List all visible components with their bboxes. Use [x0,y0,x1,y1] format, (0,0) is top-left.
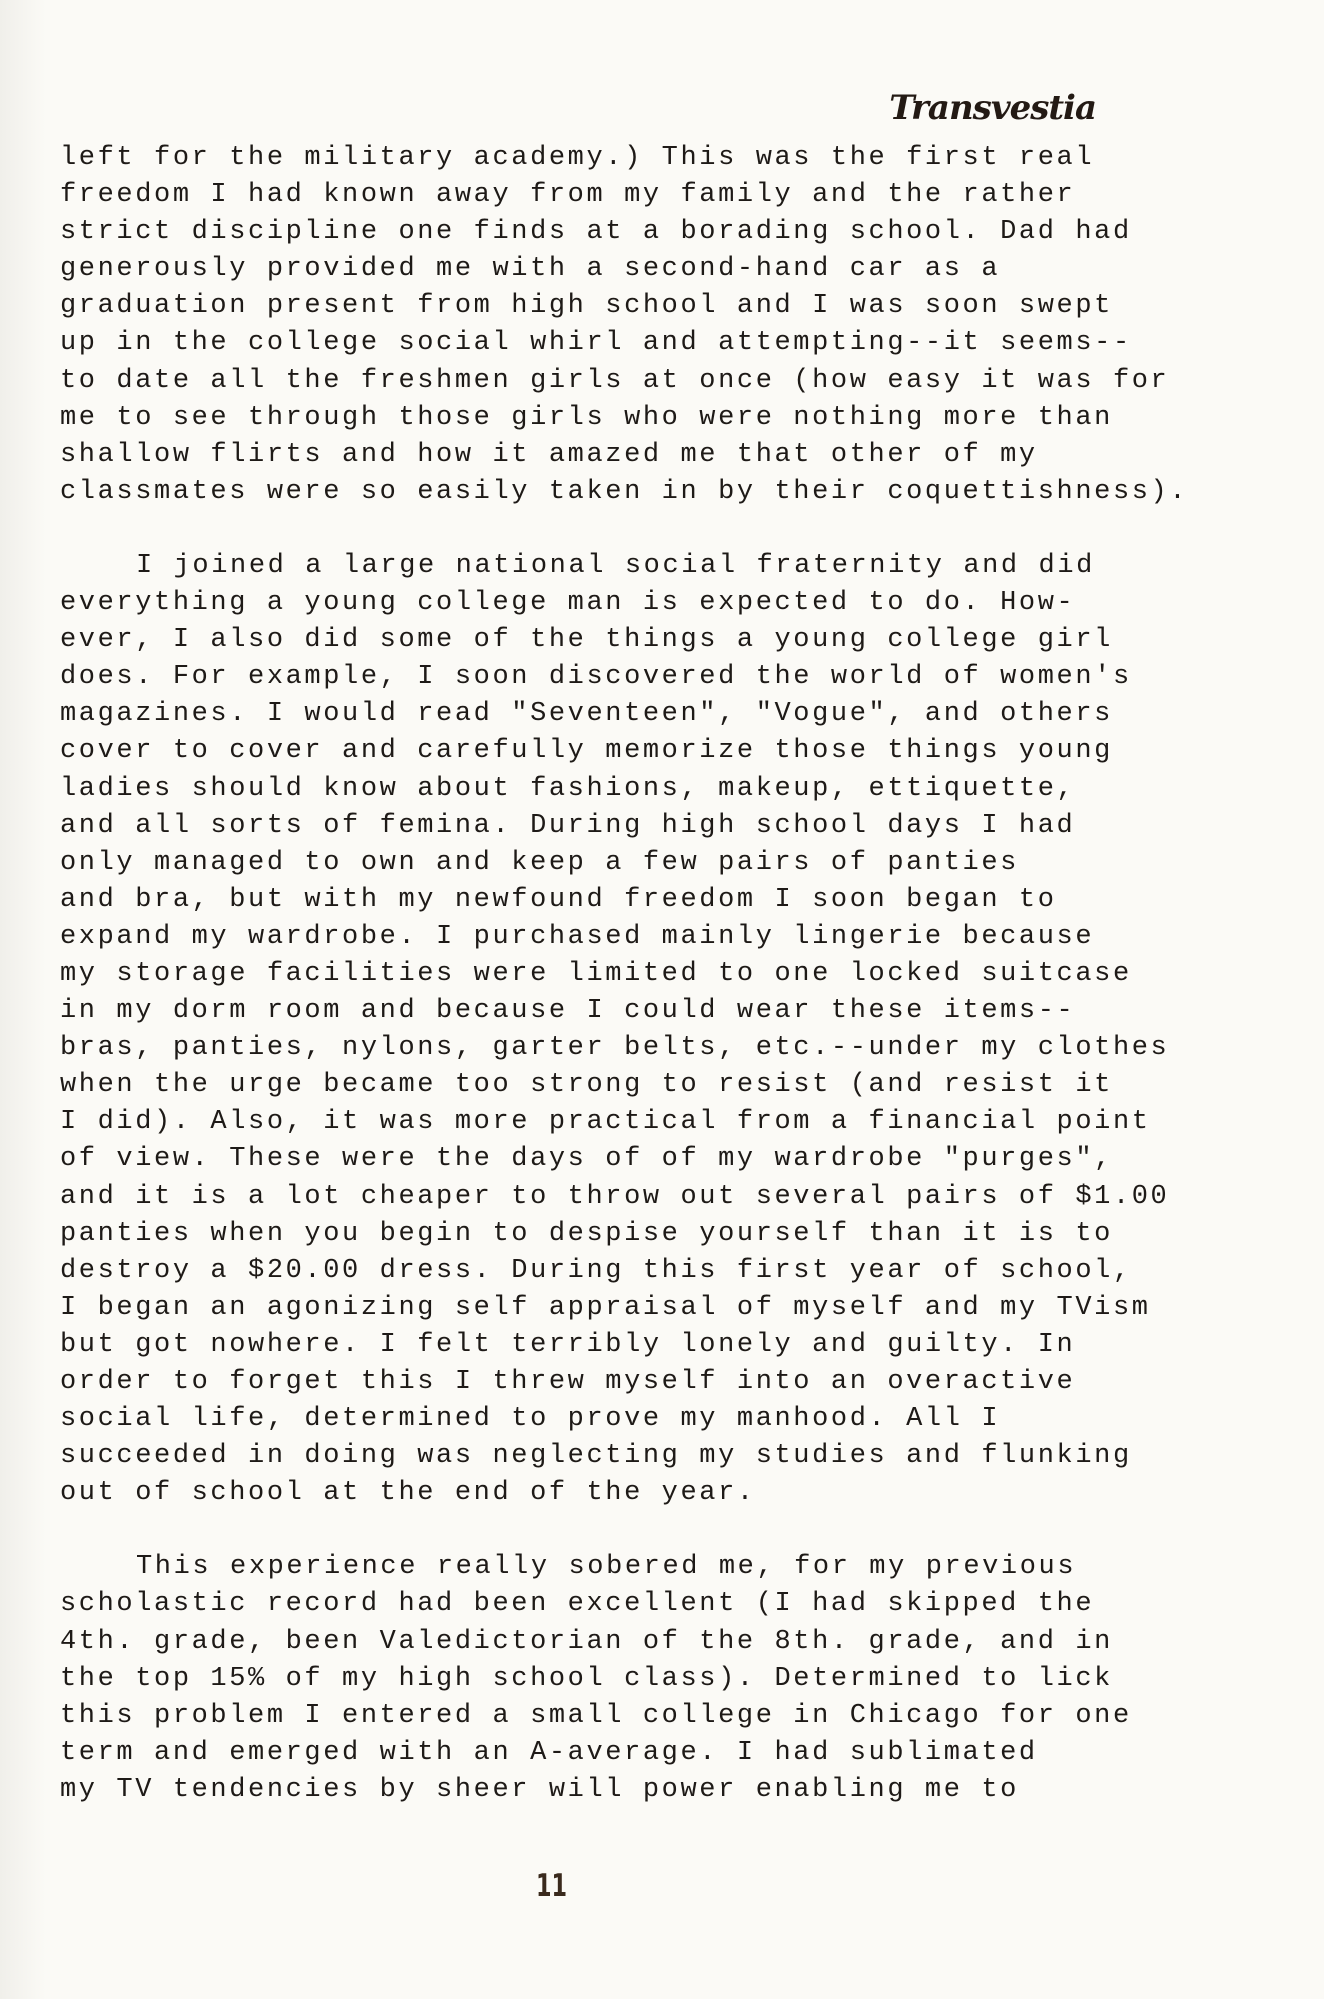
paragraph-1 [60,140,1200,511]
text-line: to date all the freshmen girls at once (how easy it was for [60,365,1170,396]
text-line: term and emerged with an A-average. I had sublimated [60,1737,1038,1768]
text-line: and it is a lot cheaper to throw out several pairs of $1.00 [60,1181,1170,1212]
text-line: I began an agonizing self appraisal of myself and my TVism [60,1292,1151,1323]
text-line: classmates were so easily taken in by their coquettishness). [60,476,1189,507]
text-line: me to see through those girls who were nothing more than [60,402,1113,433]
text-line: I joined a large national social fraternity and did [136,550,1095,581]
text-line: my TV tendencies by sheer will power enabling me to [60,1774,1019,1805]
text-line: this problem I entered a small college in Chicago for one [60,1700,1132,1731]
page-number: 11 [536,1868,568,1904]
text-line: bras, panties, nylons, garter belts, etc.--under my clothes [60,1033,1170,1064]
text-line: expand my wardrobe. I purchased mainly lingerie because [60,921,1095,952]
text-line: shallow flirts and how it amazed me that other of my [60,439,1038,470]
text-line: 4th. grade, been Valedictorian of the 8th. grade, and in [60,1626,1113,1657]
paragraph-2 [60,548,1200,1512]
text-line: ladies should know about fashions, makeup, ettiquette, [60,773,1076,804]
text-line: I did). Also, it was more practical from a financial point [60,1107,1151,1138]
text-line: destroy a $20.00 dress. During this first year of school, [60,1255,1132,1286]
text-line: social life, determined to prove my manhood. All I [60,1404,1001,1435]
text-line: but got nowhere. I felt terribly lonely and guilty. In [60,1329,1076,1360]
text-line: the top 15% of my high school class). Determined to lick [60,1663,1113,1694]
text-line: does. For example, I soon discovered the world of women's [60,662,1132,693]
page-scan-edge [0,0,46,1999]
text-line: my storage facilities were limited to one locked suitcase [60,958,1132,989]
text-line: and all sorts of femina. During high school days I had [60,810,1076,841]
text-line: when the urge became too strong to resist (and resist it [60,1070,1113,1101]
text-line: of view. These were the days of of my wardrobe "purges", [60,1144,1113,1175]
text-line: magazines. I would read "Seventeen", "Vogue", and others [60,699,1113,730]
text-line: scholastic record had been excellent (I had skipped the [60,1589,1095,1620]
text-line: in my dorm room and because I could wear these items-- [60,996,1076,1027]
text-line: everything a young college man is expected to do. How- [60,588,1076,619]
text-line: only managed to own and keep a few pairs of panties [60,847,1019,878]
magazine-title: Transvestia [889,88,1096,128]
text-line: left for the military academy.) This was the first real [60,143,1095,173]
text-line: panties when you begin to despise yourself than it is to [60,1218,1113,1249]
text-line: and bra, but with my newfound freedom I soon began to [60,884,1057,915]
text-line: cover to cover and carefully memorize those things young [60,736,1113,767]
text-line: succeeded in doing was neglecting my studies and flunking [60,1441,1132,1472]
text-line: out of school at the end of the year. [60,1478,756,1509]
article-body [60,140,1200,1809]
text-line: This experience really sobered me, for my previous [136,1552,1077,1583]
text-line: graduation present from high school and I was soon swept [60,291,1113,322]
paragraph-3 [60,1549,1200,1809]
text-line: ever, I also did some of the things a young college girl [60,625,1113,656]
text-line: freedom I had known away from my family and the rather [60,180,1076,211]
text-line: order to forget this I threw myself into an overactive [60,1367,1076,1397]
text-line: strict discipline one finds at a borading school. Dad had [60,217,1132,248]
text-line: generously provided me with a second-hand car as a [60,254,1001,285]
text-line: up in the college social whirl and attempting--it seems-- [60,328,1132,359]
